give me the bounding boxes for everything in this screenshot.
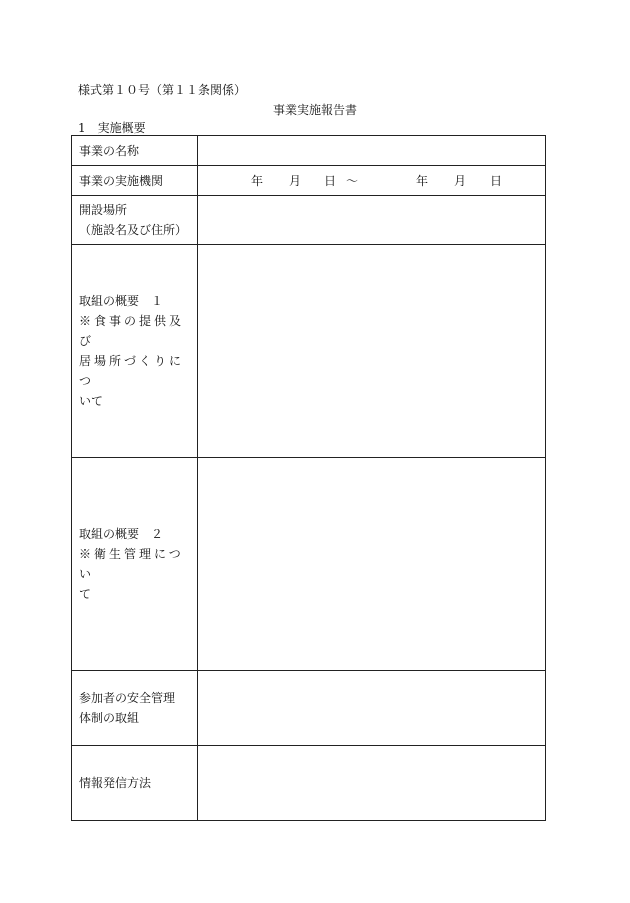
section-heading: [78, 119, 146, 136]
period-label: 事業の実施機関: [72, 166, 198, 196]
project-name-label: 事業の名称: [72, 136, 198, 166]
initiative-2-note-line1: ※衛生管理につい: [79, 547, 184, 581]
venue-label-line1: 開設場所: [79, 203, 128, 217]
period-separator: ～: [346, 174, 359, 188]
safety-field[interactable]: [198, 671, 546, 746]
initiative-1-field[interactable]: [198, 245, 546, 458]
end-month-unit: 月: [454, 174, 467, 188]
report-form-table: [71, 135, 546, 821]
safety-label-line2: 体制の取組: [79, 711, 140, 725]
venue-label-line2: （施設名及び住所）: [79, 223, 188, 237]
start-year-unit: 年: [251, 174, 264, 188]
table-row-venue: [72, 196, 546, 245]
end-year-unit: 年: [416, 174, 429, 188]
period-field[interactable]: [198, 166, 546, 196]
initiative-2-note-line2: て: [79, 587, 92, 601]
section-number: 1: [78, 121, 86, 135]
safety-label-line1: 参加者の安全管理: [79, 691, 176, 705]
project-name-field[interactable]: [198, 136, 546, 166]
end-day-unit: 日: [490, 174, 503, 188]
initiative-2-field[interactable]: [198, 458, 546, 671]
table-row-info: [72, 746, 546, 821]
initiative-2-label: [72, 458, 198, 671]
table-row-initiative-2: [72, 458, 546, 671]
venue-field[interactable]: [198, 196, 546, 245]
safety-label: [72, 671, 198, 746]
initiative-1-note-line2: 居場所づくりにつ: [79, 354, 185, 388]
start-day-unit: 日: [324, 174, 337, 188]
venue-label: [72, 196, 198, 245]
table-row-initiative-1: [72, 245, 546, 458]
form-number: 様式第１０号（第１１条関係）: [78, 83, 247, 97]
table-row-safety: [72, 671, 546, 746]
info-field[interactable]: [198, 746, 546, 821]
table-row-period: [72, 166, 546, 196]
document-title: 事業実施報告書: [272, 103, 357, 117]
initiative-2-title: 取組の概要 ２: [79, 527, 164, 541]
initiative-1-title: 取組の概要 １: [79, 294, 164, 308]
initiative-1-note-line3: いて: [79, 394, 104, 408]
table-row-project-name: [72, 136, 546, 166]
info-label: 情報発信方法: [72, 746, 198, 821]
initiative-1-note-line1: ※食事の提供及び: [79, 314, 185, 348]
start-month-unit: 月: [289, 174, 302, 188]
section-title: 実施概要: [97, 121, 146, 135]
initiative-1-label: [72, 245, 198, 458]
